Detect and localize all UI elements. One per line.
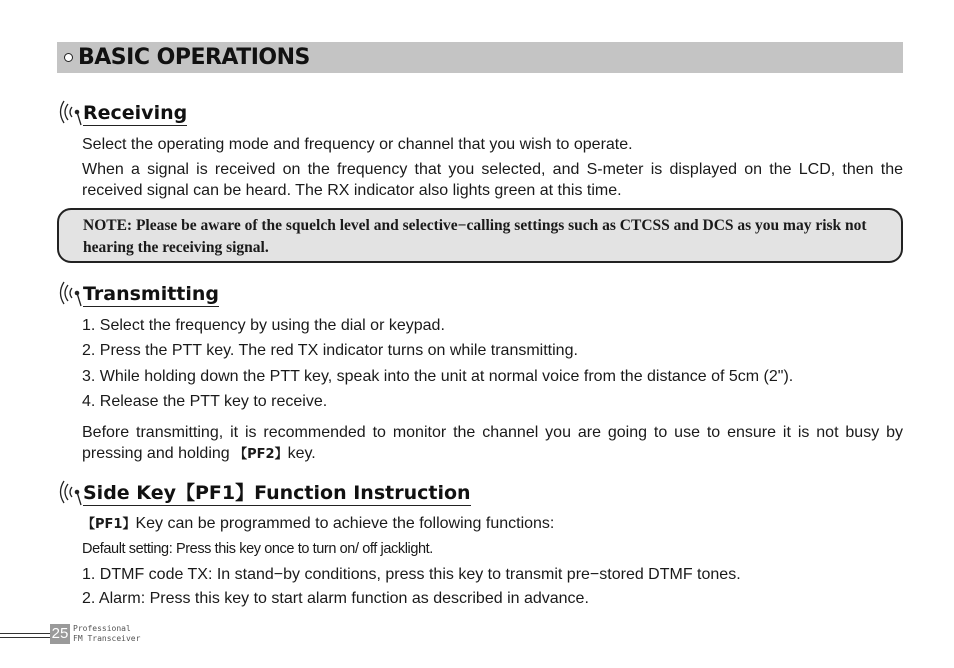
transmit-step: 1. Select the frequency by using the dial or keypad. bbox=[82, 317, 445, 334]
sidekey-item: 2. Alarm: Press this key to start alarm function as described in advance. bbox=[82, 590, 589, 607]
footer-rule bbox=[0, 637, 50, 638]
radio-wave-icon bbox=[56, 98, 82, 126]
transmitting-heading-text: Transmitting bbox=[83, 283, 220, 305]
transmitting-heading bbox=[56, 279, 219, 307]
pf2-key-label: 【PF2】 bbox=[234, 447, 288, 462]
transmit-advice bbox=[82, 422, 903, 465]
footer-rule bbox=[0, 633, 50, 634]
transmit-step: 4. Release the PTT key to receive. bbox=[82, 393, 328, 410]
brand-line-1: Professional bbox=[73, 624, 131, 633]
receiving-heading bbox=[56, 98, 187, 126]
sidekey-intro bbox=[82, 513, 903, 535]
receiving-heading-text: Receiving bbox=[83, 102, 188, 124]
brand-label bbox=[73, 624, 140, 644]
section-banner bbox=[57, 42, 903, 73]
receiving-paragraph-2: When a signal is received on the frequency that you selected, and S-meter is displayed on the LCD, then the received signal can be heard. The RX indicator also lights green at this time. bbox=[82, 161, 903, 199]
default-setting-text: Default setting: Press this key once to turn on/ off jacklight. bbox=[82, 541, 433, 557]
receiving-paragraph-1: Select the operating mode and frequency or channel that you wish to operate. bbox=[82, 136, 633, 153]
radio-wave-icon bbox=[56, 478, 82, 506]
transmit-advice-end: key. bbox=[287, 445, 316, 462]
page-number: 25 bbox=[51, 625, 69, 642]
sidekey-intro-text: Key can be programmed to achieve the following functions: bbox=[135, 515, 555, 532]
transmit-step: 2. Press the PTT key. The red TX indicator turns on while transmitting. bbox=[82, 342, 578, 359]
pf1-key-label: 【PF1】 bbox=[82, 517, 136, 532]
page-title: BASIC OPERATIONS bbox=[78, 45, 310, 70]
sidekey-item: 1. DTMF code TX: In stand−by conditions, press this key to transmit pre−stored DTMF tones. bbox=[82, 566, 741, 583]
sidekey-heading bbox=[56, 478, 471, 506]
sidekey-heading-text: Side Key【PF1】Function Instruction bbox=[83, 482, 471, 504]
transmit-advice-text: Before transmitting, it is recommended to monitor the channel you are going to use to ensure it is not busy by pressing and holding bbox=[82, 424, 903, 462]
transmit-step: 3. While holding down the PTT key, speak into the unit at normal voice from the distance of 5cm (2"). bbox=[82, 368, 794, 385]
circle-bullet-icon bbox=[64, 53, 73, 62]
note-text: NOTE: Please be aware of the squelch level and selective−calling settings such as CTCSS and DCS as you may risk not hearing the receiving signal. bbox=[83, 217, 867, 256]
radio-wave-icon bbox=[56, 279, 82, 307]
brand-line-2: FM Transceiver bbox=[73, 634, 141, 643]
note-box bbox=[57, 208, 903, 263]
